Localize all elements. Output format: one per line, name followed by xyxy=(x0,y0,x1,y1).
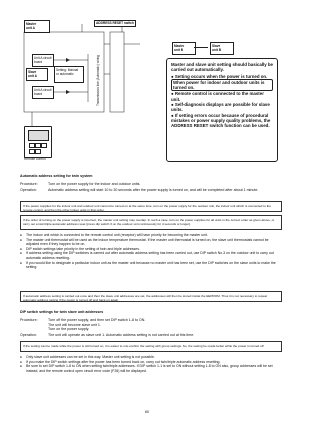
section2-bullet: ● Be sure to set DIP switch 1-8 to ON when setting twin/triple addresses. If DIP switch 1-1 is set to ON without setting 1-8 to ON also, group addresses will be set instead, and the remote control open circuit error code (F26) will be displayed. xyxy=(20,364,282,373)
master-slave-callout xyxy=(166,58,278,162)
section2-bullets xyxy=(20,355,282,373)
section2-bullet: ● If you make the DIP switch settings after the power has been turned back on, carry out twin/triple automatic address resetting. xyxy=(20,360,282,365)
remote-control-label: Remote control xyxy=(24,157,46,161)
remote-button xyxy=(35,149,41,154)
procedure-label: Procedure: xyxy=(20,318,38,322)
bullet-icon: ● xyxy=(171,73,175,79)
section2-operation xyxy=(20,333,282,338)
callout-item-3: ● Remote control is connected to the master unit. xyxy=(171,91,264,102)
section1-bullet: ● DIP switch settings take priority in the setting of twin and triple addresses. xyxy=(20,247,282,252)
slave-unit-b-label: Slave unit B xyxy=(210,42,234,55)
section1-operation xyxy=(20,188,282,193)
unit-a-circuit-board-box: Unit A circuit board xyxy=(32,54,54,67)
section1-note-3: If automatic address setting is carried out once and then the slave unit addresses are set, the addresses will then be stored inside the EEPROM. Thus it is not necessary to repeat automatic address setting if the power is turned off and back on again. xyxy=(20,291,282,302)
section1-bullet: ● If you would like to designate a particular indoor unit as the master unit because no master unit has been set, use the DIP switches on the slave units to make the setting. xyxy=(20,261,282,270)
section1-bullet: ● The indoor unit which is connected to the remote control unit (receptor) will have priority for becoming the master unit. xyxy=(20,233,282,238)
remote-button xyxy=(41,143,47,148)
slave-connector xyxy=(194,47,208,48)
callout-item-2: When power for indoor and outdoor units is turned on. xyxy=(171,79,273,92)
operation-label: Operation: xyxy=(20,333,37,337)
slave-unit-a-label: Slave unit A xyxy=(26,68,48,81)
section1-bullet: ● If address setting using the DIP switches is carried out after automatic address setting has been carried out, use DIP switch No.3 on the outdoor unit to carry out automatic address resetting. xyxy=(20,251,282,260)
procedure-text: Turn off the power supply, and then set DIP switch 1-8 to ON. The unit will become slave unit 1. Turn on the power supply. xyxy=(48,318,146,332)
section2-note: If the setting can be made while the power is still turned on, it is easier to mis-confirm the setting with group settings. So, the setting be made better while the power is turned off. xyxy=(20,341,282,352)
bullet-icon: ● xyxy=(171,102,175,108)
callout-title: Master and slave unit setting should basically be carried out automatically. xyxy=(171,62,273,73)
master-unit-b-label: Master unit B xyxy=(172,42,196,55)
section1-note-2: If the order of turning on the power supply is incorrect, the master unit setting may overlap. In such a case, turn on the power supplies for all units in the correct order as given above, or carry out a twin/triple automatic address reset (press dip switch 3 on the outdoor unit continuously for 4 seconds or longer). xyxy=(20,215,282,230)
section1-bullet: ● The master unit thermostat will be used as the indoor temperature thermostat. If the master unit thermostat is turned on, the slave unit thermostats cannot be adjusted even if they happen to be on. xyxy=(20,238,282,247)
master-unit-a-label: Master unit A xyxy=(24,20,50,33)
operation-label: Operation: xyxy=(20,188,37,192)
section1-procedure xyxy=(20,182,282,187)
remote-control xyxy=(24,126,52,158)
unit-a-circuit-board-box-2: Unit A circuit board xyxy=(32,86,54,99)
section2-procedure xyxy=(20,318,282,332)
procedure-text: Turn on the power supply for the indoor and outdoor units. xyxy=(48,182,141,186)
section1-bullets xyxy=(20,233,282,270)
bullet-icon: ● xyxy=(171,112,175,118)
section1-note-1: If the power supplies for the indoor unit and outdoor unit cannot be turned on at the same time, turn on the power supply for the outdoor unit, the indoor unit which is connected to the remote control, and then the other indoor units in that order. xyxy=(20,201,282,212)
wiring-diagram xyxy=(22,14,142,166)
callout-item-1: ● Setting occurs when the power is turned on. xyxy=(171,73,268,79)
callout-item-5: ● If setting errors occur because of procedural mistakes or power supply quality problems, the ADDRESS RESET switch function can be used. xyxy=(171,112,271,129)
bullet-icon: ● xyxy=(171,91,175,97)
section1-heading: Automatic address setting for twin system xyxy=(20,174,93,178)
operation-text: Automatic address setting will start 10 to 30 seconds after the power supply is turned on, and will be completed after about 1 minute. xyxy=(48,188,259,192)
operation-text: The unit will operate as slave unit 1. Automatic address setting is not carried out at this time. xyxy=(48,333,195,337)
transmission-line-label: Transmission line (Automatic) wiring xyxy=(96,54,100,106)
procedure-label: Procedure: xyxy=(20,182,38,186)
setting-manual-automatic-box: Setting: Manual or automatic xyxy=(54,66,84,83)
remote-display xyxy=(28,130,49,141)
section2-heading: DIP switch settings for twin slave unit addresses xyxy=(20,310,104,314)
section2-bullet: ● Only slave unit addresses can be set in this way. Master unit setting is not possible. xyxy=(20,355,282,360)
page-number: 60 xyxy=(145,410,149,414)
address-reset-switch-label: ADDRESS RESET switch xyxy=(94,20,136,27)
callout-item-4: ● Self-diagnosis displays are possible for slave units. xyxy=(171,102,270,113)
